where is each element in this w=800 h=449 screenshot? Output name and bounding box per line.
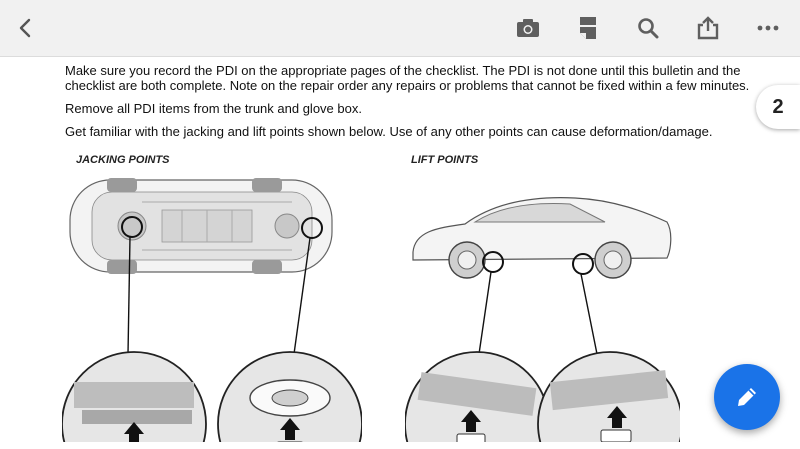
bookmark-page-icon [578,16,598,40]
lift-points-diagram [405,172,680,442]
camera-icon [516,17,540,39]
paragraph: Remove all PDI items from the trunk and glove box. [65,101,362,116]
search-button[interactable] [628,8,668,48]
chevron-left-icon [15,17,37,39]
more-button[interactable] [748,8,788,48]
paragraph-line: checklist are both complete. Note on the repair order any repairs or problems that cannot be fixed within a few minutes. [65,78,750,93]
page-number-badge[interactable]: 2 [756,85,800,129]
more-icon [757,25,779,31]
top-toolbar [0,0,800,57]
paragraph: Get familiar with the jacking and lift points shown below. Use of any other points can cause deformation/damage. [65,124,713,139]
search-icon [637,17,659,39]
pencil-icon [734,384,760,410]
document-page[interactable] [0,57,800,449]
camera-button[interactable] [508,8,548,48]
jacking-points-title: JACKING POINTS [76,154,170,166]
share-icon [697,16,719,40]
share-button[interactable] [688,8,728,48]
paragraph-line: Make sure you record the PDI on the appropriate pages of the checklist. The PDI is not done until this bulletin and the [65,63,741,78]
lift-points-title: LIFT POINTS [411,154,479,166]
jacking-points-diagram [62,172,362,442]
edit-fab-button[interactable] [714,364,780,430]
page-layout-button[interactable] [568,8,608,48]
back-button[interactable] [6,8,46,48]
